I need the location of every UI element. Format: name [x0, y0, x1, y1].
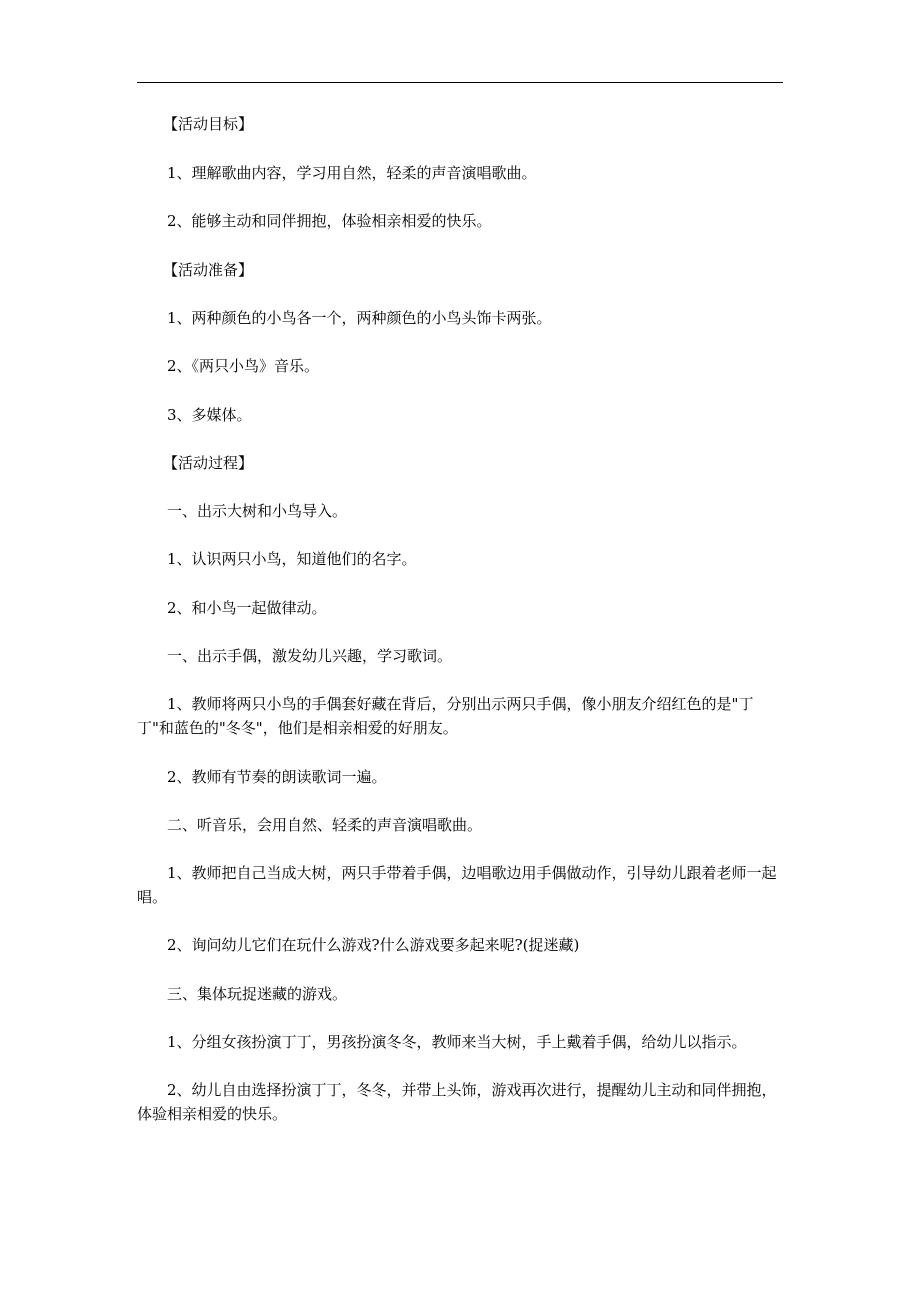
paragraph: 2、能够主动和同伴拥抱，体验相亲相爱的快乐。	[167, 212, 492, 230]
paragraph: 2、幼儿自由选择扮演丁丁，冬冬，并带上头饰，游戏再次进行，提醒幼儿主动和同伴拥抱，体验相亲相爱的快乐。	[137, 1081, 777, 1123]
paragraph: 2、询问幼儿它们在玩什么游戏?什么游戏要多起来呢?(捉迷藏)	[167, 936, 580, 954]
paragraph: 1、教师将两只小鸟的手偶套好藏在背后，分别出示两只手偶，像小朋友介绍红色的是"丁丁"和蓝色的"冬冬"，他们是相亲相爱的好朋友。	[137, 695, 754, 737]
paragraph: 1、两种颜色的小鸟各一个，两种颜色的小鸟头饰卡两张。	[167, 309, 552, 327]
paragraph: 1、认识两只小鸟，知道他们的名字。	[167, 550, 417, 568]
paragraph: 3、多媒体。	[167, 406, 252, 424]
paragraph: 2、教师有节奏的朗读歌词一遍。	[167, 768, 387, 786]
paragraph: 一、出示大树和小鸟导入。	[167, 502, 348, 520]
section-heading-preparation: 【活动准备】	[163, 261, 254, 279]
paragraph: 1、理解歌曲内容，学习用自然，轻柔的声音演唱歌曲。	[167, 164, 537, 182]
paragraph: 1、分组女孩扮演丁丁，男孩扮演冬冬，教师来当大树，手上戴着手偶，给幼儿以指示。	[167, 1033, 747, 1051]
paragraph: 二、听音乐，会用自然、轻柔的声音演唱歌曲。	[167, 816, 483, 834]
paragraph: 2、和小鸟一起做律动。	[167, 599, 327, 617]
paragraph: 1、教师把自己当成大树，两只手带着手偶，边唱歌边用手偶做动作，引导幼儿跟着老师一起唱。	[137, 864, 777, 906]
paragraph: 三、集体玩捉迷藏的游戏。	[167, 985, 348, 1003]
header-rule	[137, 82, 783, 83]
section-heading-process: 【活动过程】	[163, 454, 254, 472]
paragraph: 2、《两只小鸟》音乐。	[167, 357, 320, 375]
section-heading-goals: 【活动目标】	[163, 115, 254, 133]
paragraph: 一、出示手偶，激发幼儿兴趣，学习歌词。	[167, 647, 453, 665]
